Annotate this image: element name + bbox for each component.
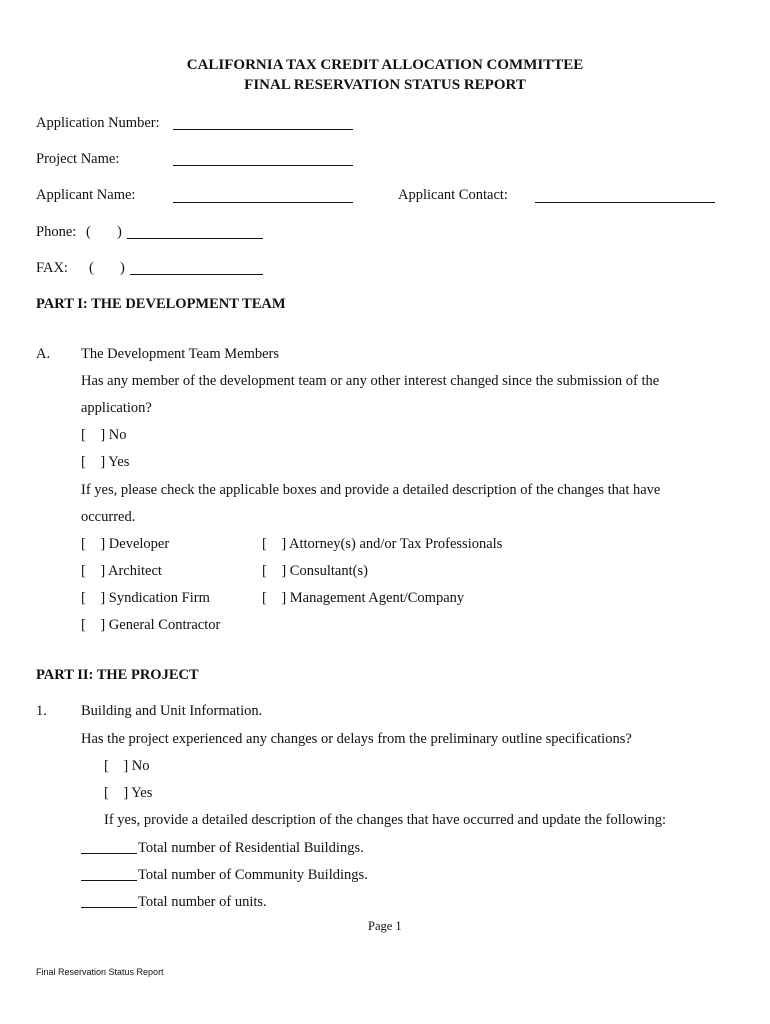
part1-heading: PART I: THE DEVELOPMENT TEAM xyxy=(36,296,286,312)
community-buildings-field[interactable] xyxy=(81,880,137,881)
units-label: Total number of units. xyxy=(138,894,267,910)
applicant-contact-field[interactable] xyxy=(535,202,715,203)
part2-yes-checkbox[interactable]: [ ] Yes xyxy=(104,785,153,801)
syndication-firm-checkbox[interactable]: [ ] Syndication Firm xyxy=(81,590,210,606)
fax-label: FAX: xyxy=(36,260,68,276)
residential-buildings-label: Total number of Residential Buildings. xyxy=(138,840,364,856)
phone-paren-open: ( xyxy=(86,224,91,240)
community-buildings-label: Total number of Community Buildings. xyxy=(138,867,368,883)
application-number-field[interactable] xyxy=(173,129,353,130)
project-name-label: Project Name: xyxy=(36,151,120,167)
units-field[interactable] xyxy=(81,907,137,908)
fax-paren-open: ( xyxy=(89,260,94,276)
part1-question-line1: Has any member of the development team or any other interest changed since the submission of the xyxy=(81,373,660,389)
footer-document-name: Final Reservation Status Report xyxy=(36,967,164,977)
fax-paren-close: ) xyxy=(120,260,125,276)
applicant-name-label: Applicant Name: xyxy=(36,187,136,203)
part2-heading: PART II: THE PROJECT xyxy=(36,667,199,683)
application-number-label: Application Number: xyxy=(36,115,160,131)
part1-section-title: The Development Team Members xyxy=(81,346,280,362)
part1-yes-checkbox[interactable]: [ ] Yes xyxy=(81,454,130,470)
part2-question: Has the project experienced any changes or delays from the preliminary outline specifications? xyxy=(81,731,632,747)
part1-no-checkbox[interactable]: [ ] No xyxy=(81,427,127,443)
project-name-field[interactable] xyxy=(173,165,353,166)
part1-section-letter: A. xyxy=(36,346,51,362)
phone-field[interactable] xyxy=(127,238,263,239)
phone-paren-close: ) xyxy=(117,224,122,240)
document-title-line2: FINAL RESERVATION STATUS REPORT xyxy=(244,77,526,93)
part2-item-title: Building and Unit Information. xyxy=(81,703,263,719)
management-agent-checkbox[interactable]: [ ] Management Agent/Company xyxy=(262,590,465,606)
part1-ifyes-line2: occurred. xyxy=(81,509,136,525)
applicant-contact-label: Applicant Contact: xyxy=(398,187,508,203)
developer-checkbox[interactable]: [ ] Developer xyxy=(81,536,170,552)
part2-no-checkbox[interactable]: [ ] No xyxy=(104,758,150,774)
part1-question-line2: application? xyxy=(81,400,152,416)
residential-buildings-field[interactable] xyxy=(81,853,137,854)
consultant-checkbox[interactable]: [ ] Consultant(s) xyxy=(262,563,368,579)
page-number: Page 1 xyxy=(368,919,402,933)
part1-ifyes-line1: If yes, please check the applicable boxes and provide a detailed description of the changes that have xyxy=(81,482,661,498)
document-title-line1: CALIFORNIA TAX CREDIT ALLOCATION COMMITTEE xyxy=(186,57,584,73)
architect-checkbox[interactable]: [ ] Architect xyxy=(81,563,162,579)
applicant-name-field[interactable] xyxy=(173,202,353,203)
general-contractor-checkbox[interactable]: [ ] General Contractor xyxy=(81,617,221,633)
fax-field[interactable] xyxy=(130,274,263,275)
attorney-checkbox[interactable]: [ ] Attorney(s) and/or Tax Professionals xyxy=(262,536,503,552)
part2-item-number: 1. xyxy=(36,703,47,719)
part2-ifyes: If yes, provide a detailed description of the changes that have occurred and update the following: xyxy=(104,812,667,828)
phone-label: Phone: xyxy=(36,224,77,240)
